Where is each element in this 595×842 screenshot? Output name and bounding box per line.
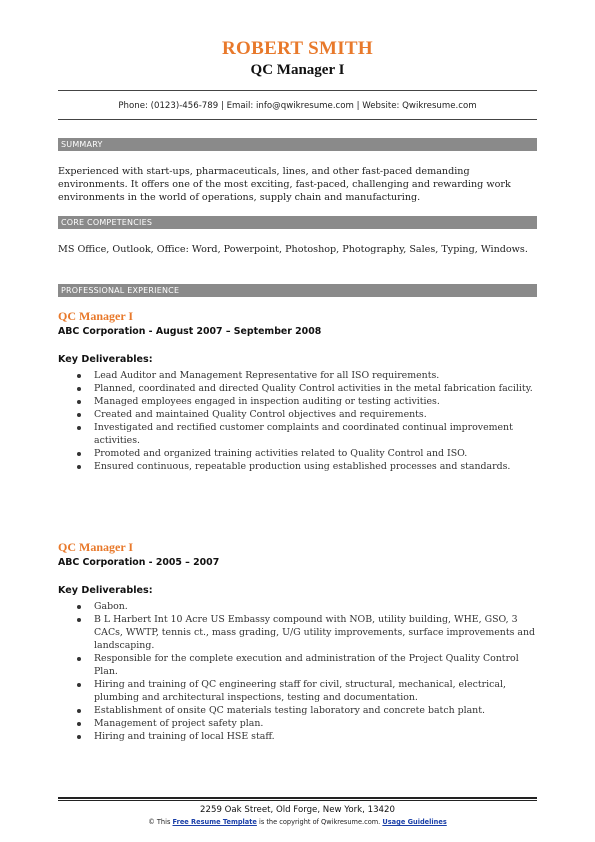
bullet-dot: [77, 683, 81, 687]
list-item: [58, 382, 537, 395]
list-item: [58, 421, 537, 447]
list-item: [58, 613, 537, 652]
list-item: [58, 730, 537, 743]
bullet-dot: [77, 605, 81, 609]
job-company: ABC Corporation - August 2007 – September 2008: [58, 326, 322, 337]
list-item-text: Promoted and organized training activities related to Quality Control and ISO.: [94, 448, 468, 459]
footer-rule-thin: [58, 800, 537, 801]
list-item-text: Planned, coordinated and directed Quality Control activities in the metal fabrication facility.: [94, 383, 533, 394]
list-item: [58, 447, 537, 460]
list-item-text: Created and maintained Quality Control objectives and requirements.: [94, 409, 427, 420]
list-item: [58, 460, 537, 473]
footer-copyright: [58, 818, 537, 826]
bullet-dot: [77, 735, 81, 739]
bullet-dot: [77, 465, 81, 469]
list-item: [58, 395, 537, 408]
competencies-heading: CORE COMPETENCIES: [58, 216, 537, 229]
list-item: [58, 704, 537, 717]
list-item: [58, 652, 537, 678]
job-title: QC Manager I: [58, 540, 134, 554]
candidate-name: ROBERT SMITH: [222, 38, 373, 59]
bullet-dot: [77, 618, 81, 622]
list-item-text: Managed employees engaged in inspection auditing or testing activities.: [94, 396, 440, 407]
list-item-text: Hiring and training of local HSE staff.: [94, 731, 275, 742]
footer-address: 2259 Oak Street, Old Forge, New York, 13420: [200, 805, 395, 815]
list-item-text: B L Harbert Int 10 Acre US Embassy compound with NOB, utility building, WHE, GSO, 3 CACs, WWTP, tennis ct., mass grading, U/G utility improvements, surface improvements and landscaping.: [94, 614, 536, 651]
bullet-dot: [77, 374, 81, 378]
list-item-text: Lead Auditor and Management Representative for all ISO requirements.: [94, 370, 440, 381]
list-item-text: Management of project safety plan.: [94, 718, 264, 729]
header-bottom-rule: [58, 119, 537, 120]
bullet-dot: [77, 657, 81, 661]
list-item-text: Establishment of onsite QC materials testing laboratory and concrete batch plant.: [94, 705, 485, 716]
key-deliverables-label: Key Deliverables:: [58, 354, 153, 365]
usage-guidelines-link[interactable]: Usage Guidelines: [382, 818, 447, 826]
job-title: QC Manager I: [58, 309, 134, 323]
bullet-dot: [77, 426, 81, 430]
key-deliverables-label: Key Deliverables:: [58, 585, 153, 596]
list-item: [58, 408, 537, 421]
summary-text: Experienced with start-ups, pharmaceuticals, lines, and other fast-paced demanding environments. It offers one of the most exciting, fast-paced, challenging and rewarding work environments in the world of operations, supply chain and manufacturing.: [58, 166, 511, 203]
contact-line: [58, 101, 537, 111]
bullet-dot: [77, 709, 81, 713]
list-item-text: Responsible for the complete execution and administration of the Project Quality Control Plan.: [94, 653, 519, 677]
copyright-prefix: © This: [148, 818, 173, 826]
copyright-middle: is the copyright of Qwikresume.com.: [256, 818, 383, 826]
list-item-text: Hiring and training of QC engineering staff for civil, structural, mechanical, electrical, plumbing and architectural inspections, testing and documentation.: [94, 679, 506, 703]
bullet-dot: [77, 400, 81, 404]
contact-separator: |: [218, 101, 227, 111]
deliverables-list: [58, 369, 537, 473]
experience-heading: PROFESSIONAL EXPERIENCE: [58, 284, 537, 297]
list-item-text: Investigated and rectified customer complaints and coordinated continual improvement activities.: [94, 422, 513, 446]
bullet-dot: [77, 387, 81, 391]
job-company: ABC Corporation - 2005 – 2007: [58, 557, 220, 568]
list-item: [58, 369, 537, 382]
candidate-title: QC Manager I: [250, 62, 345, 78]
header-top-rule: [58, 90, 537, 91]
contact-separator: |: [353, 101, 363, 111]
bullet-dot: [77, 413, 81, 417]
bullet-dot: [77, 722, 81, 726]
footer-rule-thick: [58, 797, 537, 799]
list-item-text: Gabon.: [94, 601, 128, 612]
free-resume-template-link[interactable]: Free Resume Template: [172, 818, 257, 826]
summary-heading: SUMMARY: [58, 138, 537, 151]
deliverables-list: [58, 600, 537, 743]
list-item: [58, 600, 537, 613]
list-item-text: Ensured continuous, repeatable production using established processes and standards.: [94, 461, 511, 472]
bullet-dot: [77, 452, 81, 456]
competencies-text: MS Office, Outlook, Office: Word, Powerpoint, Photoshop, Photography, Sales, Typing, Windows.: [58, 244, 528, 255]
list-item: [58, 678, 537, 704]
contact-phone: Phone: (0123)-456-789: [118, 101, 219, 111]
contact-email: Email: info@qwikresume.com: [226, 101, 354, 111]
list-item: [58, 717, 537, 730]
contact-website: Website: Qwikresume.com: [362, 101, 477, 111]
